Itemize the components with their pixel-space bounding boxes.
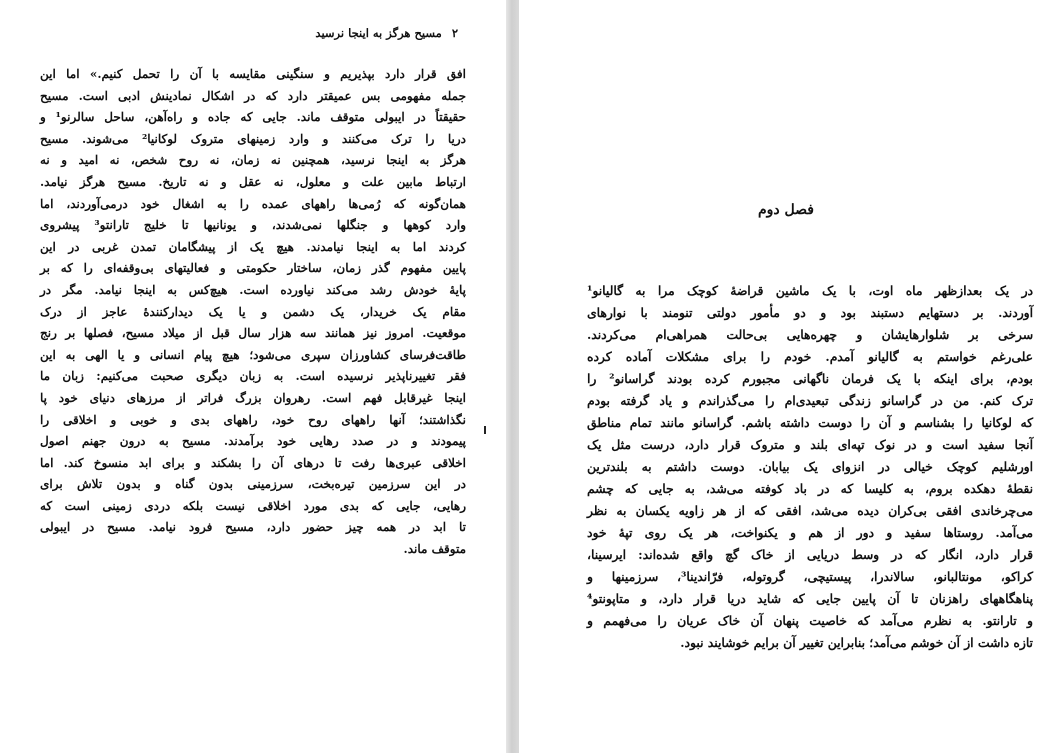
chapter-title: فصل دوم	[758, 202, 814, 218]
text-line: کراکو، مونتالبانو، سالاندرا، پیستیچی، گروتوله، فرّاندینا³، سرزمینها و	[587, 569, 1033, 584]
text-line: فقر تغییرناپذیر نرسیده است. به زبان دیگری صحبت می‌کنیم: زبان ما	[40, 369, 466, 384]
text-line: طاقت‌فرسای کشاورزان سپری می‌شود؛ هیچ پیام انسانی و یا الهی به این	[40, 347, 466, 362]
text-line: موقعیت. امروز نیز همانند سه هزار سال قبل از میلاد مسیح، فصلها بر رنج	[40, 326, 467, 341]
text-line: وارد کوهها و جنگلها نمی‌شدند، و یونانیها تا خلیج تارانتو³ پیشروی	[40, 218, 466, 233]
text-line: قرار دارد، انگار که در وسط دریایی از خاک گچ واقع شده‌اند: ایرسینا،	[587, 547, 1033, 562]
text-line: آوردند. بر دستهایم دستبند بود و دو مأمور دولتی تنومند با نوارهای	[587, 305, 1033, 320]
text-line: ترک کنم. من در گراسانو زندگی تبعیدی‌ام را می‌گذراندم و یاد گرفته بودم	[587, 393, 1033, 408]
page-number: ۲	[451, 26, 458, 40]
text-line: جمله مفهومی بس عمیقتر دارد که در اشکال نمادینش ادبی است. مسیح	[40, 88, 466, 103]
text-line: اینجا غیرقابل فهم است. رهروان بزرگ فراتر از مرزهای دنیای خود پا	[40, 390, 466, 405]
text-line: حقیقتاً در ایبولی متوقف ماند. جایی که جاده و راه‌آهن، ساحل سالرنو¹ و	[40, 110, 466, 125]
text-line: اورشلیم کوچک خیالی در انزوای یک بیابان. دوست داشتم به بلندترین	[587, 459, 1033, 474]
text-line: پیمودند و در صدد رهایی خود برآمدند. مسیح به درون جهنم اصول	[40, 434, 466, 449]
text-line: تازه داشت از آن خوشم می‌آمد؛ بنابراین تغییر آن برایم خوشایند نبود.	[680, 635, 1033, 650]
text-line: مقام یک خریدار، یک دشمن و یا یک دیدارکنندهٔ عاجز از درک	[40, 304, 466, 319]
text-line: رهایی، جایی که بدی مورد اخلاقی نیست بلکه دردی زمینی است که	[40, 498, 466, 513]
text-line: نقطهٔ دهکده بروم، به کلیسا که در باد کوفته می‌شد، به جایی که چشم	[587, 481, 1033, 496]
text-line: کردند اما به اینجا نیامدند. هیچ یک از پیشگامان تمدن غربی در این	[40, 239, 466, 254]
running-head-title: مسیح هرگز به اینجا نرسید	[315, 26, 442, 40]
text-line: در این سرزمین تیره‌بخت، سرزمینی بدون گناه و بدون تلاش برای	[40, 477, 466, 492]
text-line: بودم، برای اینکه با یک فرمان ناگهانی مجبورم کرده بودند گراسانو² را	[587, 371, 1033, 386]
text-line: اخلاقی عبری‌ها رفت تا درهای آن را بشکند و برای ابد منسوخ کند. اما	[40, 455, 466, 470]
running-head	[315, 26, 458, 40]
text-line: پناهگاههای راهزنان تا آن پایین جایی که شاید دریا قرار دارد، و متاپونتو⁴	[587, 591, 1033, 606]
text-line: که لوکانیا را بشناسم و آن را دوست داشته باشم. گراسانو مانند تمام مناطق	[587, 415, 1033, 430]
text-line: پایهٔ خودش رشد می‌کند نیاورده است. هیچ‌کس به اینجا نیامد. مگر در	[40, 282, 466, 297]
text-line: ارتباط مابین علت و معلول، نه عقل و نه تاریخ. مسیح هرگز نیامد.	[40, 174, 466, 189]
left-page-body	[40, 64, 466, 561]
text-line: همان‌گونه که رُمی‌ها راههای عمده را به اشغال خود درمی‌آوردند، اما	[40, 196, 466, 211]
text-line: سرخی بر شلوارهایشان و چهره‌هایی بی‌حالت همراهی‌ام می‌کردند.	[587, 327, 1033, 342]
text-line: نگذاشتند؛ آنها راههای روح خود، راههای بدی و خوبی و اخلاقی را	[40, 412, 466, 427]
right-page-body	[587, 280, 1033, 654]
left-page	[0, 0, 506, 753]
right-page	[519, 0, 1053, 753]
margin-mark	[484, 426, 486, 434]
text-line: افق قرار دارد بپذیریم و سنگینی مقایسه با آن را تحمل کنیم.» اما این	[40, 67, 466, 81]
text-line: تا ابد در همه چیز حضور دارد، مسیح فرود نیامد. مسیح در ایبولی	[40, 520, 466, 535]
text-line: دریا را ترک می‌کنند و وارد زمینهای متروک لوکانیا² می‌شوند. مسیح	[40, 131, 466, 146]
text-line: آنجا سفید است و در نوک تپه‌ای بلند و متروک قرار دارد، درست مثل یک	[587, 437, 1033, 452]
text-line: و تارانتو. به نظرم می‌آمد که خاصیت پنهان آن خاک عریان را می‌فهمم و	[587, 613, 1033, 628]
text-line: علی‌رغم خواستم به گالیانو آمدم. خودم را برای مشکلات آماده کرده	[587, 349, 1033, 364]
text-line: هرگز به اینجا نرسید، همچنین نه زمان، نه روح شخص، نه امید و نه	[40, 153, 466, 168]
text-line: متوقف ماند.	[403, 542, 466, 557]
text-line: می‌چرخاندی افقی بی‌کران دیده می‌شد، افقی که از هر زاویه یکسان به نظر	[587, 503, 1033, 518]
text-line: در یک بعدازظهر ماه اوت، با یک ماشین قراضهٔ کوچک مرا به گالیانو¹	[587, 283, 1033, 298]
text-line: پایین مفهوم گذر زمان، ساختار حکومتی و فعالیتهای بی‌وقفه‌ای را که بر	[40, 261, 466, 276]
page-gutter	[506, 0, 519, 753]
text-line: می‌آمد. روستاها سفید و دور از هم و یکنواخت، هر یک روی تپهٔ خود	[587, 525, 1033, 540]
